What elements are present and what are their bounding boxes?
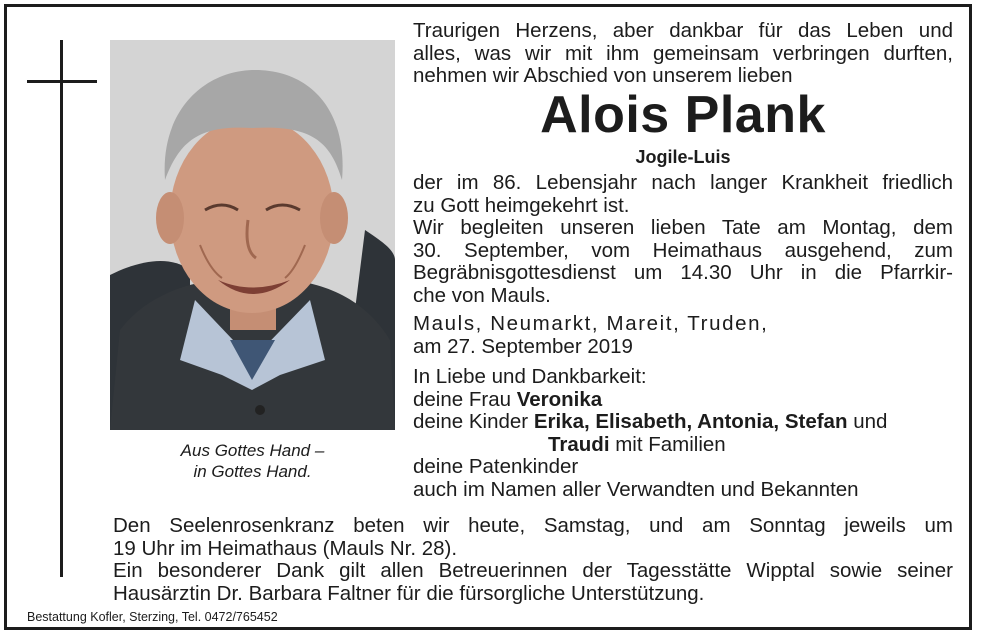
death-text xyxy=(413,172,953,217)
children-last: Traudi xyxy=(548,432,610,456)
text-line: Hausärztin Dr. Barbara Faltner für die fürsorgliche Unterstützung. xyxy=(113,581,705,605)
text-line: 19 Uhr im Heimathaus (Mauls Nr. 28). xyxy=(113,536,458,560)
caption-line: Aus Gottes Hand – xyxy=(180,441,325,460)
funeral-home-footer: Bestattung Kofler, Sterzing, Tel. 0472/765452 xyxy=(27,610,278,624)
godchildren-line: deine Patenkinder xyxy=(413,455,579,478)
text-line: Den Seelenrosenkranz beten wir heute, Samstag, und am Sonntag jeweils um xyxy=(113,514,953,537)
photo-caption xyxy=(110,440,395,482)
intro-text xyxy=(413,20,953,88)
text-line: zu Gott heimgekehrt ist. xyxy=(413,193,630,217)
funeral-text xyxy=(413,217,953,307)
text-line: nehmen wir Abschied von unserem lieben xyxy=(413,64,793,87)
children-and: und xyxy=(853,410,888,433)
children-line-2 xyxy=(413,434,953,457)
children-names: Erika, Elisabeth, Antonia, Stefan xyxy=(533,410,848,433)
text-line: der im 86. Lebensjahr nach langer Krankheit friedlich xyxy=(413,171,953,194)
love-line: In Liebe und Dankbarkeit: xyxy=(413,365,647,388)
wife-name: Veronika xyxy=(516,387,603,411)
text-line: Traurigen Herzens, aber dankbar für das Leben und xyxy=(413,19,953,42)
wife-prefix: deine Frau xyxy=(413,387,512,411)
date-line: am 27. September 2019 xyxy=(413,335,633,358)
cross-icon xyxy=(60,40,63,577)
wife-line xyxy=(413,389,953,412)
portrait-photo xyxy=(110,40,395,430)
text-line: 30. September, vom Heimathaus ausgehend, zum xyxy=(413,238,953,262)
text-line: che von Mauls. xyxy=(413,283,551,307)
text-line: Ein besonderer Dank gilt allen Betreuerinnen der Tagesstätte Wipptal sowie seiner xyxy=(113,559,953,582)
thanks-text xyxy=(113,560,953,605)
children-prefix: deine Kinder xyxy=(413,410,529,433)
signatures xyxy=(413,366,953,501)
cross-icon-beam xyxy=(27,80,97,83)
text-line: Wir begleiten unseren lieben Tate am Montag, dem xyxy=(413,216,953,239)
children-suffix: mit Familien xyxy=(615,432,726,456)
caption-line: in Gottes Hand. xyxy=(193,462,312,481)
deceased-nickname: Jogile-Luis xyxy=(635,147,731,167)
deceased-name: Alois Plank xyxy=(540,86,826,144)
place-line: Mauls, Neumarkt, Mareit, Truden, xyxy=(413,312,769,335)
relatives-line: auch im Namen aller Verwandten und Bekannten xyxy=(413,477,859,501)
children-line xyxy=(413,411,953,434)
text-line: Begräbnisgottesdienst um 14.30 Uhr in die Pfarrkir- xyxy=(413,261,953,284)
rosary-text xyxy=(113,515,953,560)
text-line: alles, was wir mit ihm gemeinsam verbringen durften, xyxy=(413,41,953,65)
portrait-illustration xyxy=(110,40,395,430)
